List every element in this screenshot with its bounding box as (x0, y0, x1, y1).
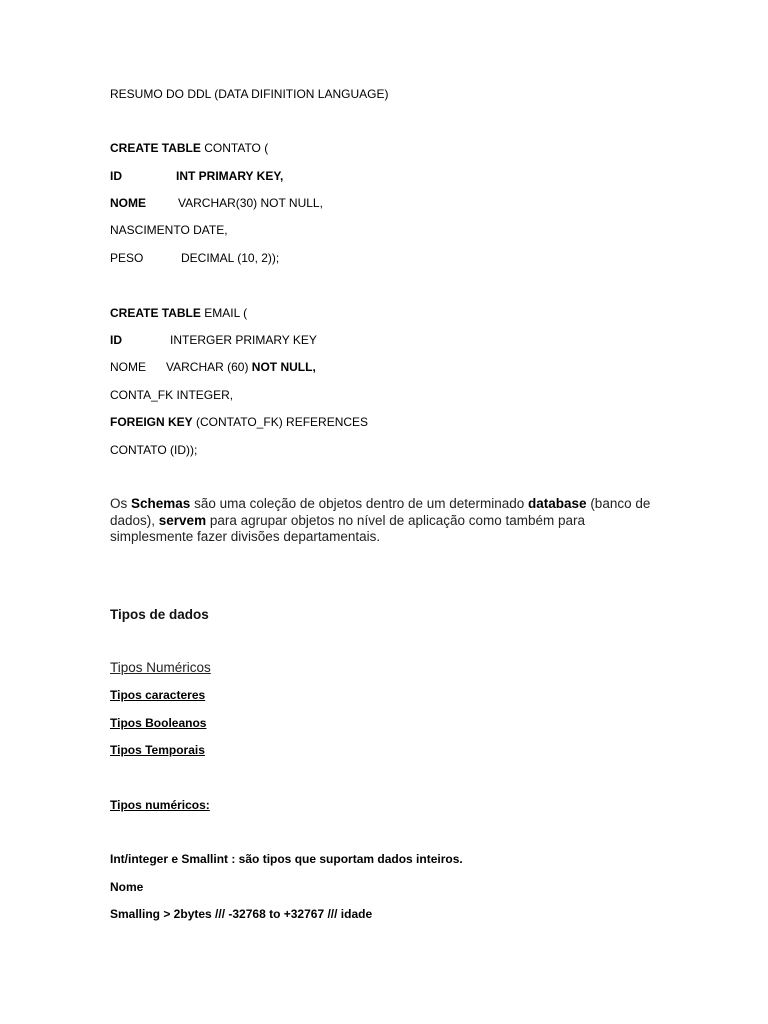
column-name: ID (110, 169, 122, 183)
foreign-key-keyword: FOREIGN KEY (110, 415, 193, 429)
tipos-booleanos-link[interactable]: Tipos Booleanos (110, 716, 207, 730)
int-integer-line: Int/integer e Smallint : são tipos que suportam dados inteiros. (110, 852, 463, 866)
database-term: database (528, 496, 587, 511)
schemas-paragraph: Os Schemas são uma coleção de objetos dentro de um determinado database (banco de dados), servem para agrupar objetos no nível de aplicação como também para simplesmente fazer divisões departamentais. (110, 496, 651, 544)
contato-row-nascimento (110, 223, 228, 238)
email-row-nome (110, 360, 316, 375)
column-definition: NASCIMENTO DATE, (110, 223, 228, 237)
create-table-contato (110, 141, 268, 156)
email-row-fk: CONTA_FK INTEGER, (110, 388, 234, 402)
column-name: PESO (110, 251, 144, 265)
email-row-id (110, 333, 317, 348)
column-type: INTERGER PRIMARY KEY (170, 333, 317, 347)
servem-term: servem (158, 512, 207, 528)
contato-row-nome (110, 196, 323, 211)
tipos-temporais-link[interactable]: Tipos Temporais (110, 743, 205, 757)
column-type: VARCHAR (60) NOT NULL, (166, 360, 316, 374)
smalling-line: Smalling > 2bytes /// -32768 to +32767 /// idade (110, 907, 373, 921)
foreign-key-reference: (CONTATO_FK) REFERENCES (192, 415, 369, 429)
column-name: NOME (110, 196, 146, 210)
tipos-numericos-heading: Tipos numéricos: (110, 798, 210, 812)
column-type: VARCHAR(30) NOT NULL, (178, 196, 323, 210)
column-name: NOME (110, 360, 146, 374)
contato-row-peso (110, 251, 280, 266)
column-name: ID (110, 333, 122, 347)
column-type: INT PRIMARY KEY, (176, 169, 284, 183)
nome-line: Nome (110, 880, 144, 894)
contato-row-id (110, 169, 284, 184)
column-type: DECIMAL (10, 2)); (181, 251, 280, 265)
create-table-email (110, 306, 247, 321)
tipos-de-dados-heading: Tipos de dados (110, 607, 209, 622)
create-keyword: CREATE TABLE (110, 306, 201, 320)
email-foreign-key (110, 415, 368, 430)
schemas-term: Schemas (131, 496, 191, 511)
create-keyword: CREATE TABLE (110, 141, 201, 155)
table-name: EMAIL ( (200, 306, 248, 320)
tipos-numericos-link[interactable]: Tipos Numéricos (110, 660, 211, 675)
tipos-caracteres-link[interactable]: Tipos caracteres (110, 688, 206, 702)
table-name: CONTATO ( (200, 141, 269, 155)
document-title: RESUMO DO DDL (DATA DIFINITION LANGUAGE) (110, 87, 389, 101)
email-reference-end: CONTATO (ID)); (110, 443, 198, 457)
